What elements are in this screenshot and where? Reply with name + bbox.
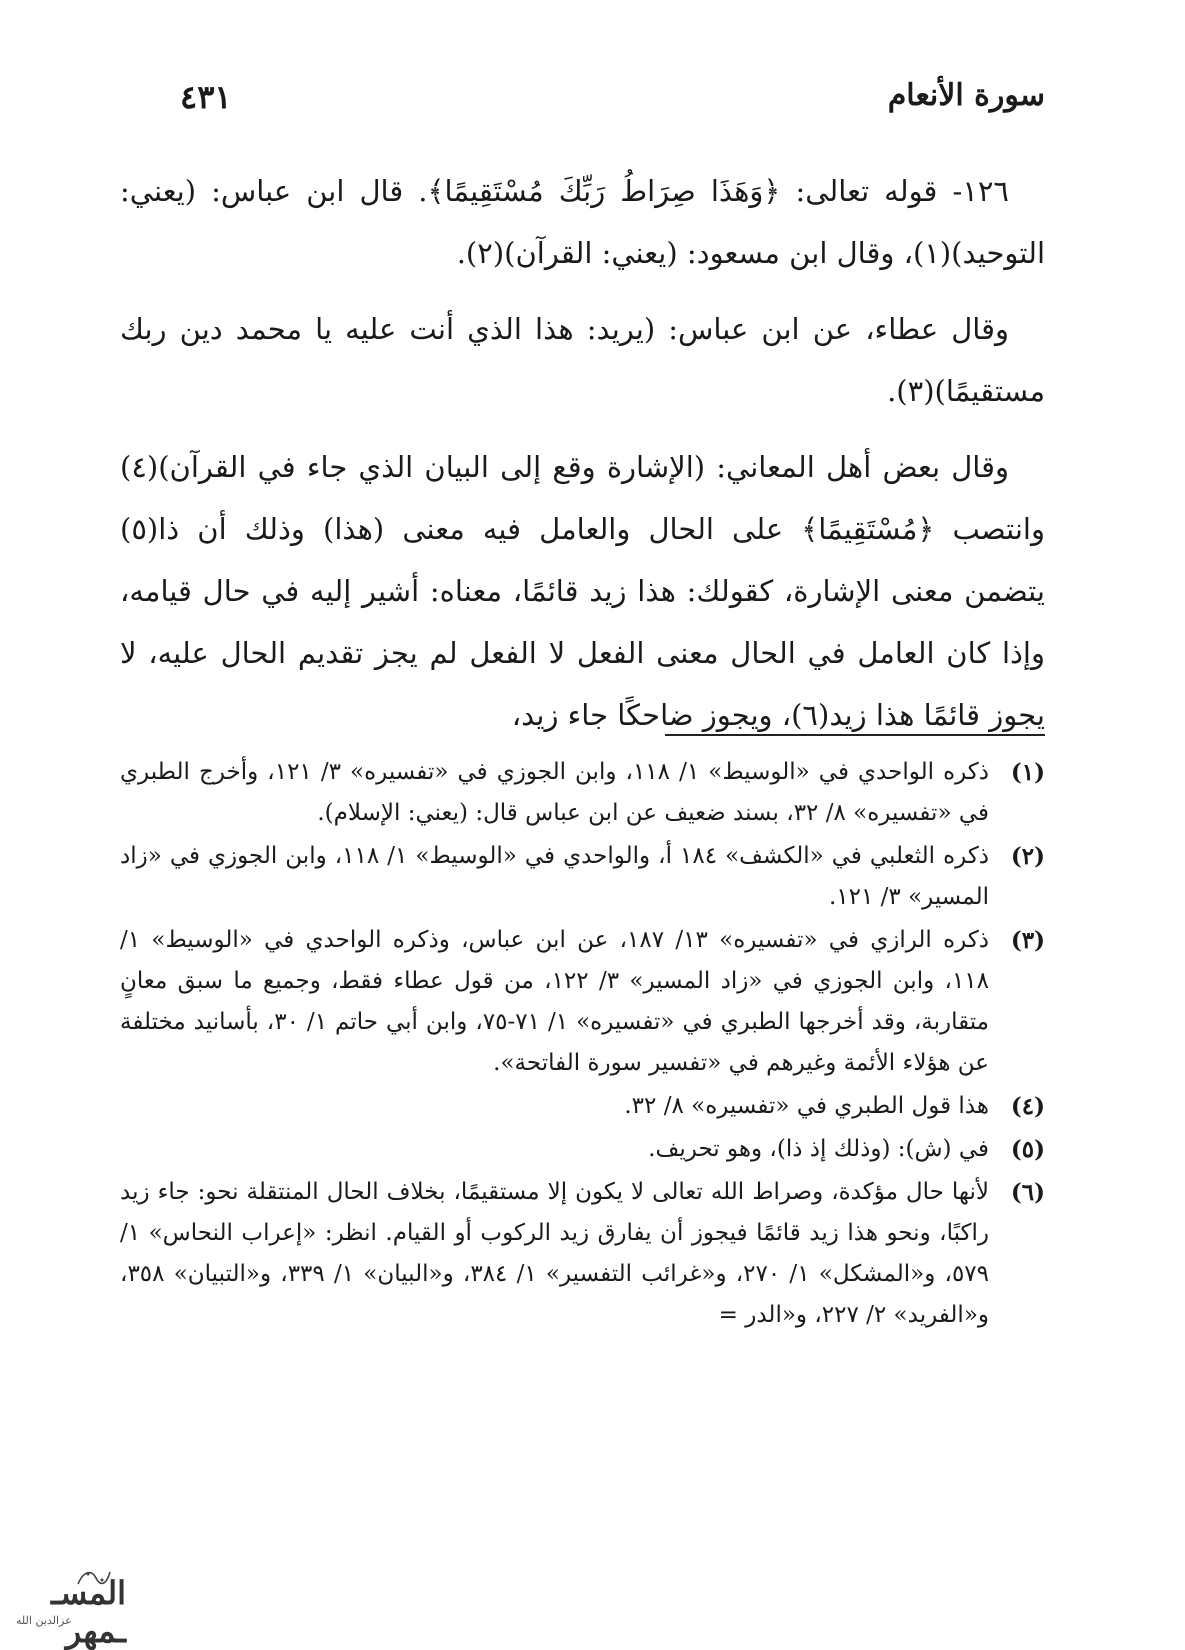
paragraph-1: ١٢٦- قوله تعالى: ﴿وَهَذَا صِرَاطُ رَبِّكَ مُسْتَقِيمًا﴾. قال ابن عباس: (يعني: التوحيد)(١)، وقال ابن مسعود: (يعني: القرآن)(٢). [120,174,1045,270]
page-number: ٤٣١ [180,78,232,116]
paragraph-2: وقال عطاء، عن ابن عباس: (يريد: هذا الذي أنت عليه يا محمد دين ربك مستقيمًا)(٣). [120,312,1045,408]
footnote-3 [120,920,1045,1084]
footnote-text: ذكره الثعلبي في «الكشف» ١٨٤ أ، والواحدي في «الوسيط» ١/ ١١٨، وابن الجوزي في «زاد المسير» ٣/ ١٢١. [120,843,990,910]
main-text [120,160,1045,760]
footnote-divider [665,734,1045,736]
footnote-number: (١) [1010,759,1045,786]
footnotes-section [120,752,1045,1338]
footnote-number: (٦) [1010,1179,1045,1206]
footnote-number: (٤) [1010,1093,1045,1120]
footnote-text: في (ش): (وذلك إذ ذا)، وهو تحريف. [648,1136,989,1162]
watermark-subtitle: عزالدين الله [16,1614,72,1627]
publisher-watermark-logo [6,1568,126,1650]
paragraph-3: وقال بعض أهل المعاني: (الإشارة وقع إلى البيان الذي جاء في القرآن)(٤) وانتصب ﴿مُسْتَقِيمًا﴾ على الحال والعامل فيه معنى (هذا) وذلك أن ذا(٥) يتضمن معنى الإشارة، كقولك: هذا زيد قائمًا، معناه: أشير إليه في حال قيامه، وإذا كان العامل في الحال معنى الفعل لا الفعل لم يجز تقديم الحال عليه، لا يجوز قائمًا هذا زيد(٦)، ويجوز ضاحكًا جاء زيد، [120,450,1045,732]
footnote-text: لأنها حال مؤكدة، وصراط الله تعالى لا يكون إلا مستقيمًا، بخلاف الحال المنتقلة نحو: جاء زيد راكبًا، ونحو هذا زيد قائمًا فيجوز أن يفارق زيد الركوب أو القيام. انظر: «إعراب النحاس» ١/ ٥٧٩، و«المشكل» ١/ ٢٧٠، و«غرائب التفسير» ١/ ٣٨٤، و«البيان» ١/ ٣٣٩، و«التبيان» ٣٥٨، و«الفريد» ٢/ ٢٢٧، و«الدر = [120,1179,990,1328]
footnote-number: (٢) [1010,843,1045,870]
footnote-2 [120,836,1045,918]
footnote-number: (٣) [1010,927,1045,954]
footnote-text: ذكره الواحدي في «الوسيط» ١/ ١١٨، وابن الجوزي في «تفسيره» ٣/ ١٢١، وأخرج الطبري في «تفسيره» ٨/ ٣٢، بسند ضعيف عن ابن عباس قال: (يعني: الإسلام). [120,759,989,826]
footnote-6 [120,1172,1045,1336]
watermark-title: المسـ ـمهر [50,1574,126,1650]
page-header [180,78,1045,128]
footnote-text: ذكره الرازي في «تفسيره» ١٣/ ١٨٧، عن ابن عباس، وذكره الواحدي في «الوسيط» ١/ ١١٨، وابن الجوزي في «زاد المسير» ٣/ ١٢٢، من قول عطاء فقط، وجميع ما سبق معانٍ متقاربة، وقد أخرجها الطبري في «تفسيره» ١/ ٧١-٧٥، وابن أبي حاتم ١/ ٣٠، بأسانيد مختلفة عن هؤلاء الأئمة وغيرهم في «تفسير سورة الفاتحة». [120,927,990,1076]
footnote-number: (٥) [1010,1136,1045,1163]
footnote-5 [120,1129,1045,1170]
surah-title: سورة الأنعام [887,78,1045,113]
footnote-4 [120,1086,1045,1127]
footnote-1 [120,752,1045,834]
footnote-text: هذا قول الطبري في «تفسيره» ٨/ ٣٢. [624,1093,989,1119]
